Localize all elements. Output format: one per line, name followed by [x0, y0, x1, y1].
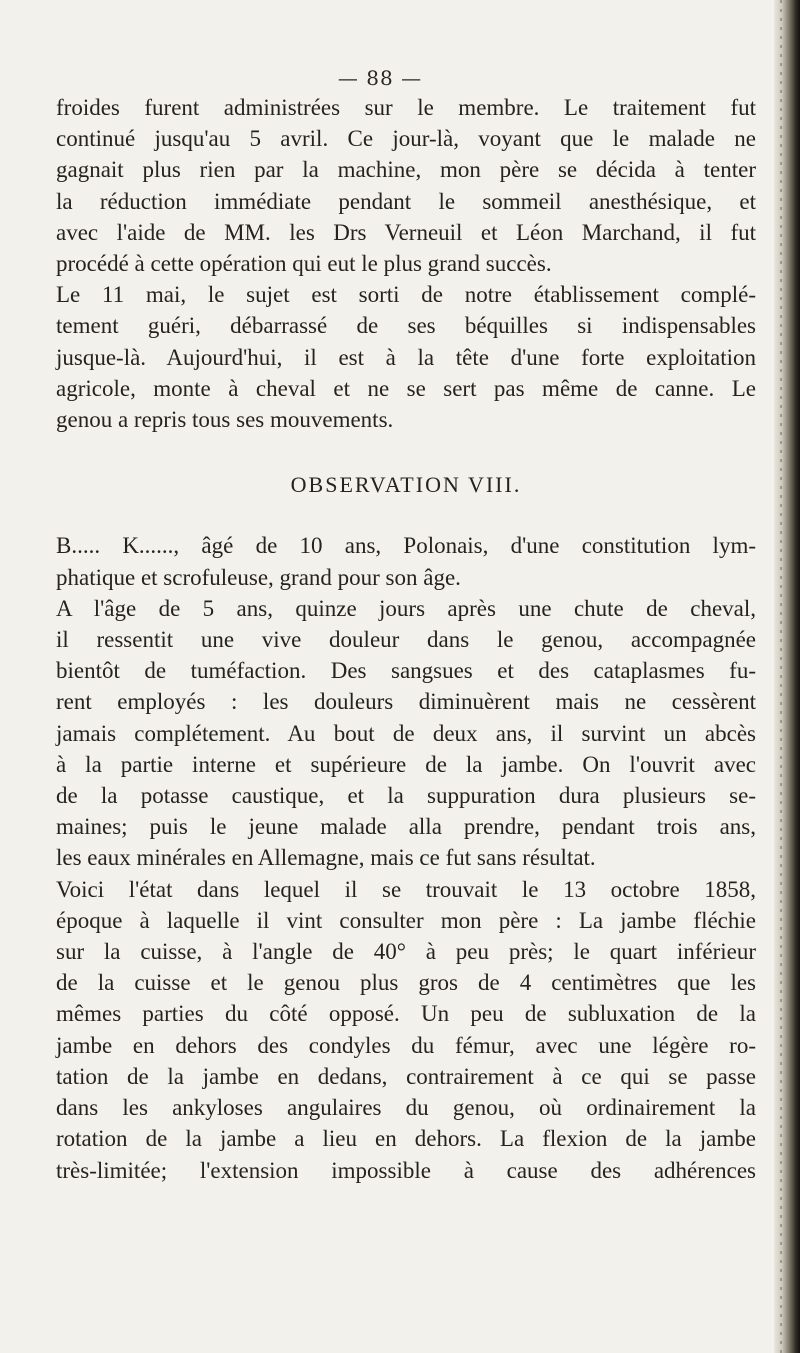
text-line: tation de la jambe en dedans, contrairement à ce qui se passe [56, 1063, 756, 1089]
text-line: gagnait plus rien par la machine, mon père se décida à tenter [56, 157, 756, 183]
text-line: la réduction immédiate pendant le sommeil anesthésique, et [56, 188, 756, 214]
text-line: les eaux minérales en Allemagne, mais ce fut sans résultat. [56, 845, 596, 871]
text-line: phatique et scrofuleuse, grand pour son âge. [56, 564, 461, 590]
text-line: maines; puis le jeune malade alla prendre, pendant trois ans, [56, 814, 756, 840]
paragraph-3 [56, 530, 756, 592]
observation-heading: OBSERVATION VIII. [290, 472, 522, 498]
text-line: sur la cuisse, à l'angle de 40° à peu près; le quart inférieur [56, 939, 756, 965]
text-line: il ressentit une vive douleur dans le genou, accompagnée [56, 627, 756, 653]
text-line: dans les ankyloses angulaires du genou, où ordinairement la [56, 1095, 756, 1121]
text-line: Voici l'état dans lequel il se trouvait le 13 octobre 1858, [56, 876, 756, 902]
paragraph-5 [56, 874, 756, 1186]
text-line: à la partie interne et supérieure de la jambe. On l'ouvrit avec [56, 751, 756, 777]
text-line: très-limitée; l'extension impossible à cause des adhérences [56, 1157, 756, 1183]
text-line: jamais complétement. Au bout de deux ans, il survint un abcès [56, 720, 756, 746]
text-line: A l'âge de 5 ans, quinze jours après une chute de cheval, [56, 595, 756, 621]
text-line: de la potasse caustique, et la suppuration dura plusieurs se- [56, 783, 756, 809]
text-line: mêmes parties du côté opposé. Un peu de subluxation de la [56, 1001, 756, 1027]
text-line: jusque-là. Aujourd'hui, il est à la tête d'une forte exploitation [56, 344, 756, 370]
text-line: époque à laquelle il vint consulter mon père : La jambe fléchie [56, 907, 756, 933]
page-number: — 88 — [337, 66, 423, 90]
text-line: Le 11 mai, le sujet est sorti de notre établissement complé- [56, 282, 756, 308]
paragraph-1 [56, 92, 756, 279]
text-line: genou a repris tous ses mouvements. [56, 407, 394, 433]
text-line: froides furent administrées sur le membre. Le traitement fut [56, 95, 756, 120]
page-binding-edge [774, 0, 800, 1353]
text-line: agricole, monte à cheval et ne se sert pas même de canne. Le [56, 375, 756, 401]
text-line: de la cuisse et le genou plus gros de 4 centimètres que les [56, 970, 756, 996]
text-line: bientôt de tuméfaction. Des sangsues et des cataplasmes fu- [56, 658, 756, 684]
text-line: procédé à cette opération qui eut le plus grand succès. [56, 251, 552, 277]
text-line: rotation de la jambe a lieu en dehors. La flexion de la jambe [56, 1126, 756, 1152]
paragraph-4 [56, 593, 756, 874]
paragraph-2 [56, 279, 756, 435]
text-line: tement guéri, débarrassé de ses béquilles si indispensables [56, 313, 756, 339]
text-line: jambe en dehors des condyles du fémur, avec une légère ro- [56, 1032, 756, 1058]
body-text [56, 92, 756, 1186]
text-line: B..... K......, âgé de 10 ans, Polonais, d'une constitution lym- [56, 533, 756, 559]
text-line: continué jusqu'au 5 avril. Ce jour-là, voyant que le malade ne [56, 126, 756, 152]
text-line: rent employés : les douleurs diminuèrent mais ne cessèrent [56, 689, 756, 715]
text-line: avec l'aide de MM. les Drs Verneuil et Léon Marchand, il fut [56, 219, 756, 245]
